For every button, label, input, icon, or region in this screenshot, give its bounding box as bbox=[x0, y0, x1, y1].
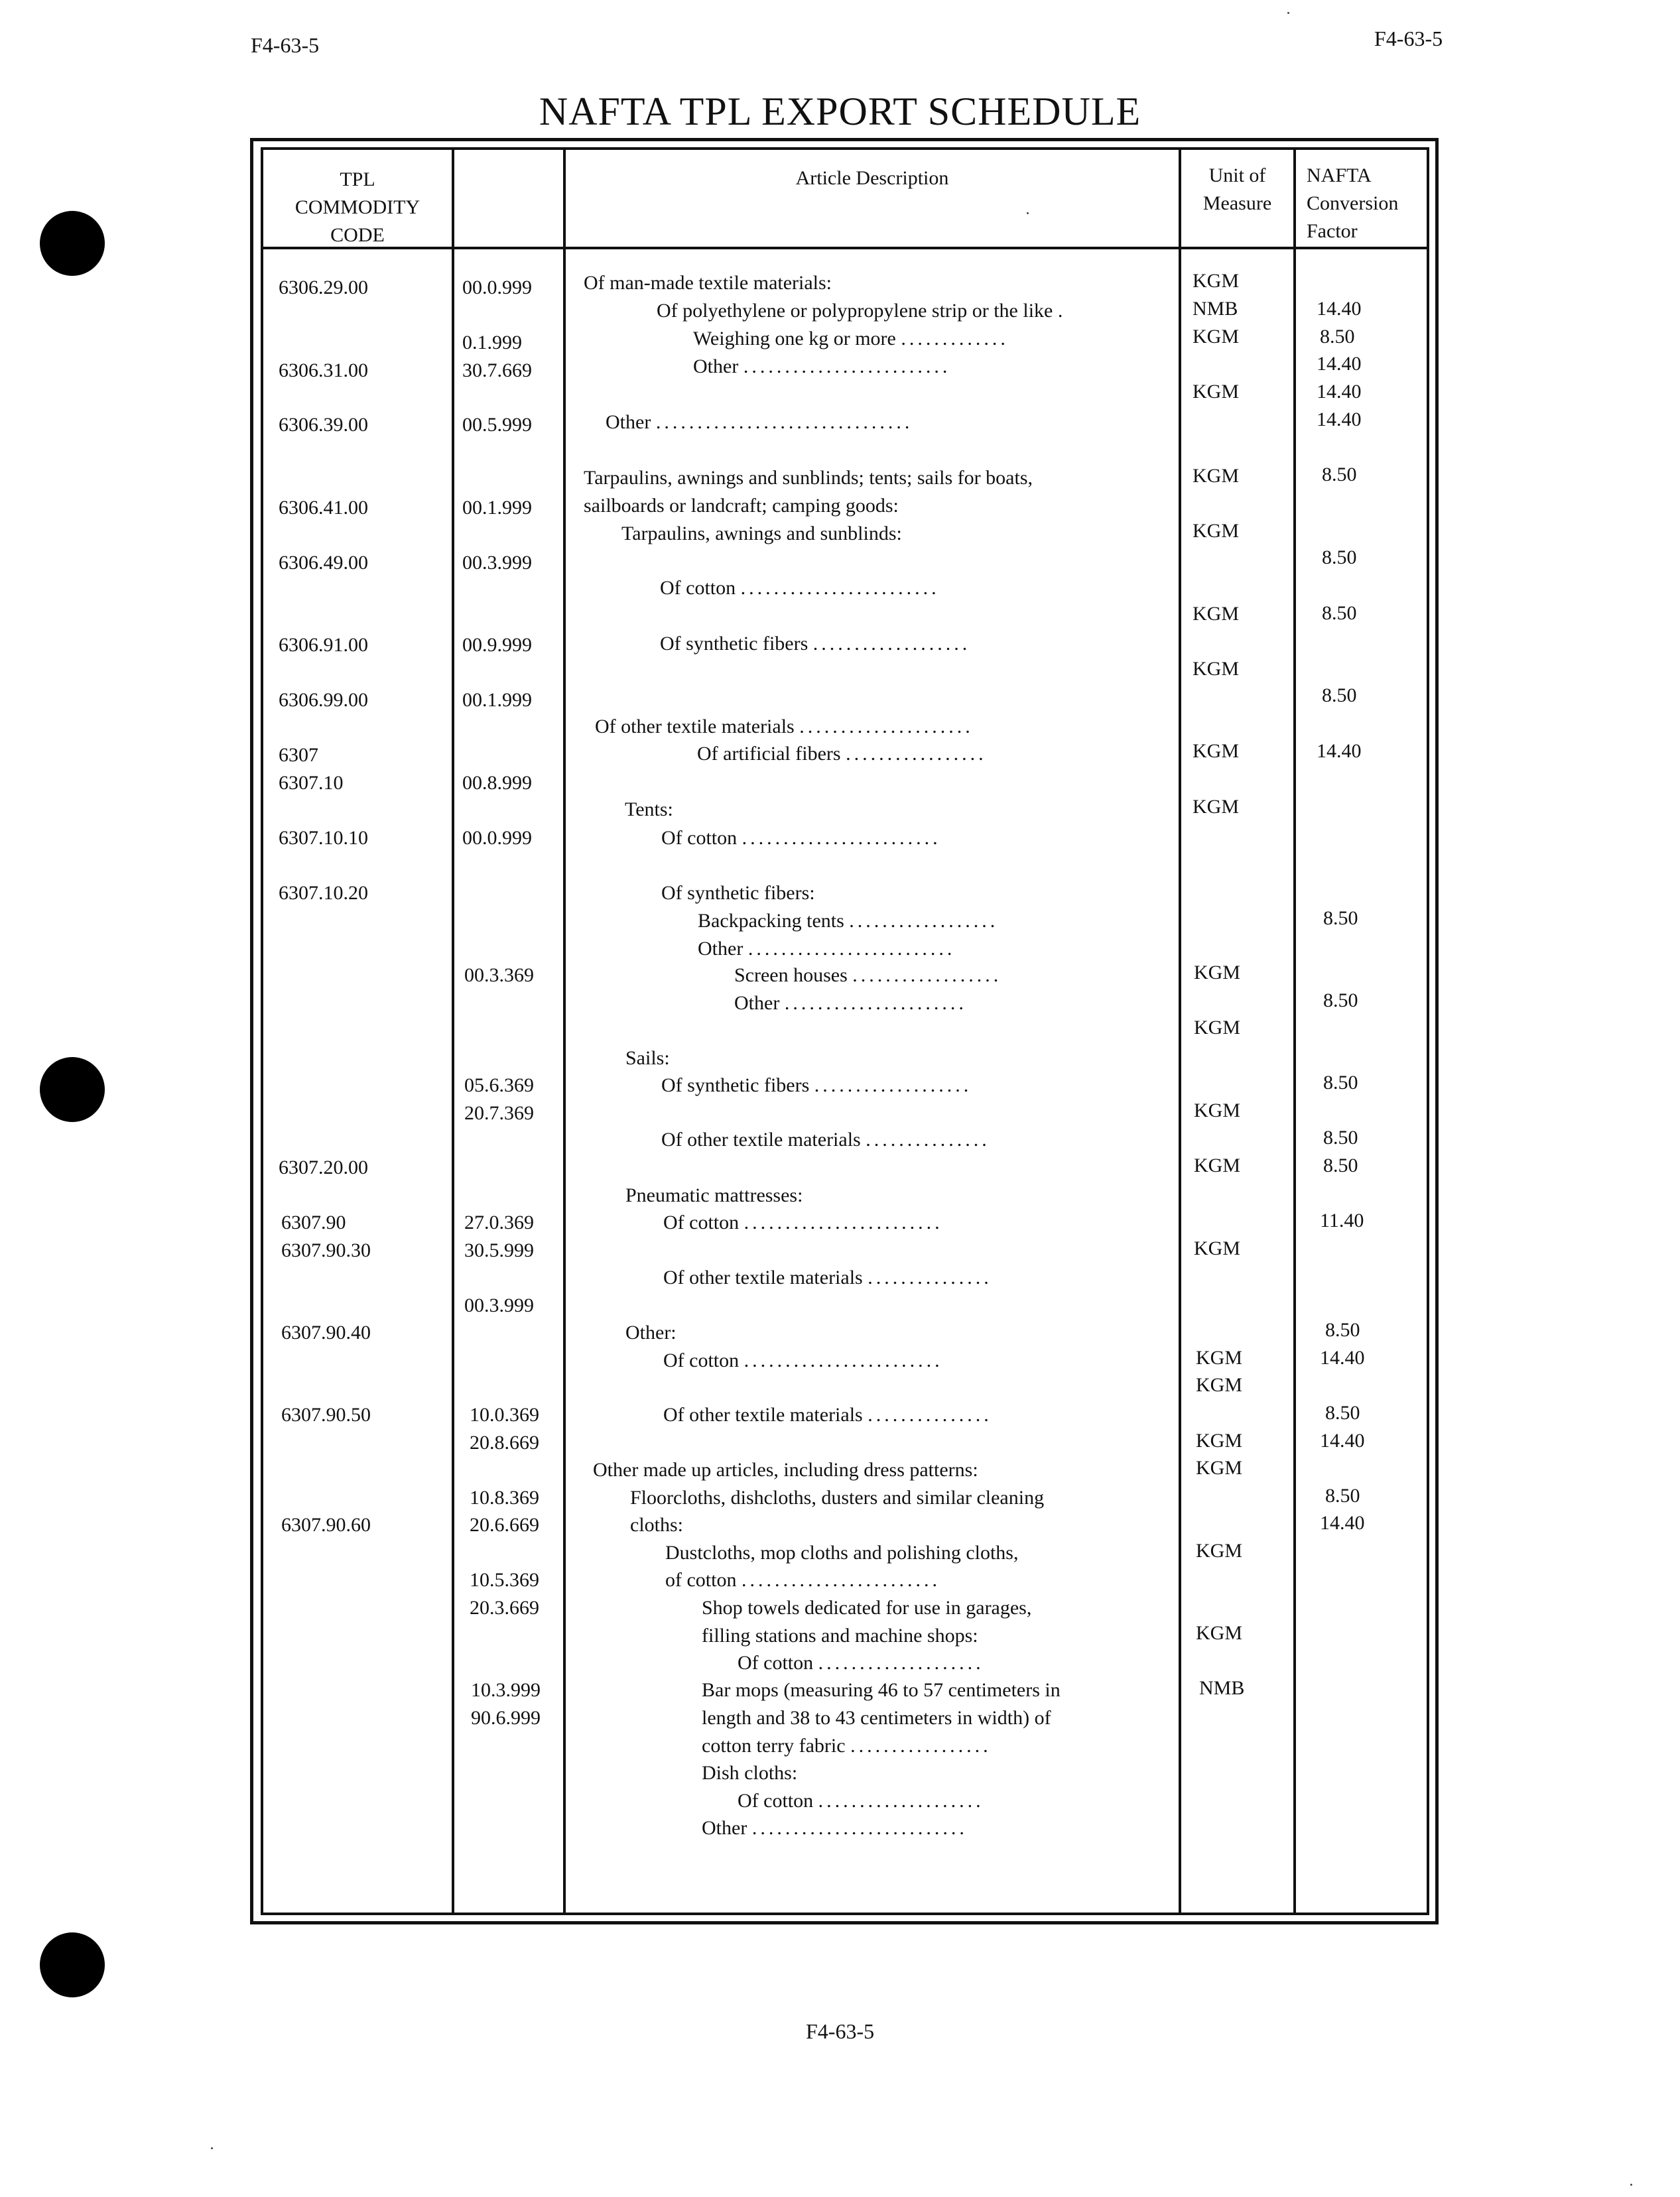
unit-of-measure: KGM bbox=[1196, 1430, 1243, 1452]
conversion-factor: 14.40 bbox=[1317, 740, 1362, 762]
description-text: Of synthetic fibers: bbox=[661, 882, 815, 904]
description-line bbox=[702, 1704, 1051, 1732]
description-line bbox=[702, 1732, 992, 1760]
commodity-code: 6307.10.10 bbox=[279, 827, 368, 849]
conversion-factor: 8.50 bbox=[1322, 546, 1357, 568]
unit-of-measure: KGM bbox=[1193, 326, 1240, 347]
leader-dots: ............................... bbox=[655, 411, 913, 433]
description-line bbox=[738, 1649, 984, 1677]
description-line bbox=[584, 269, 832, 297]
sub-code: 00.0.999 bbox=[462, 277, 532, 298]
unit-of-measure: KGM bbox=[1193, 520, 1240, 542]
sub-code: 00.3.369 bbox=[464, 964, 534, 986]
description-text: Tents: bbox=[625, 798, 673, 820]
description-line bbox=[734, 989, 967, 1017]
description-line bbox=[595, 713, 974, 741]
column-header-code-line: TPL bbox=[340, 168, 375, 190]
description-text: Other bbox=[606, 411, 651, 433]
description-text: Screen houses bbox=[734, 964, 848, 986]
leader-dots: ................. bbox=[850, 1735, 992, 1757]
description-text: Other bbox=[698, 938, 743, 960]
commodity-code: 6306.99.00 bbox=[279, 689, 368, 711]
sub-code: 10.8.369 bbox=[470, 1487, 539, 1509]
commodity-code: 6307.90.40 bbox=[281, 1322, 371, 1344]
unit-of-measure: KGM bbox=[1194, 1237, 1241, 1259]
description-text: Of cotton bbox=[663, 1350, 740, 1371]
leader-dots: ........................ bbox=[740, 577, 940, 599]
unit-of-measure: KGM bbox=[1196, 1374, 1243, 1396]
description-line bbox=[625, 1044, 670, 1072]
description-line bbox=[625, 796, 673, 824]
header-right-code: F4-63-5 bbox=[1374, 27, 1443, 50]
description-text: Of other textile materials bbox=[663, 1267, 863, 1288]
conversion-factor: 8.50 bbox=[1323, 989, 1358, 1011]
description-line bbox=[661, 1126, 990, 1154]
description-text: Other: bbox=[625, 1322, 677, 1344]
leader-dots: .......................... bbox=[751, 1817, 968, 1839]
commodity-code: 6307.20.00 bbox=[279, 1157, 368, 1178]
scan-speck bbox=[1287, 12, 1289, 14]
description-line bbox=[698, 935, 955, 963]
leader-dots: ......................... bbox=[743, 355, 951, 377]
column-header-unit-line: Measure bbox=[1202, 192, 1272, 214]
column-header-factor-line: NAFTA bbox=[1307, 164, 1372, 186]
scan-speck bbox=[211, 2147, 213, 2149]
footer-page-code: F4-63-5 bbox=[806, 2019, 875, 2043]
sub-code: 00.0.999 bbox=[462, 827, 532, 849]
description-line bbox=[693, 325, 1009, 353]
description-line bbox=[625, 1319, 677, 1347]
conversion-factor: 8.50 bbox=[1323, 907, 1358, 929]
column-header-code-line: CODE bbox=[330, 224, 385, 246]
conversion-factor: 8.50 bbox=[1323, 1127, 1358, 1149]
leader-dots: ............. bbox=[901, 328, 1009, 349]
unit-of-measure: KGM bbox=[1196, 1347, 1243, 1369]
sub-code: 00.8.999 bbox=[462, 772, 532, 794]
description-text: Floorcloths, dishcloths, dusters and similar cleaning bbox=[630, 1487, 1045, 1509]
commodity-code: 6307.10.20 bbox=[279, 882, 368, 904]
leader-dots: ........................ bbox=[741, 1569, 940, 1591]
unit-of-measure: KGM bbox=[1194, 1155, 1241, 1176]
leader-dots: ..................... bbox=[799, 716, 974, 737]
conversion-factor: 14.40 bbox=[1317, 353, 1362, 375]
conversion-factor: 14.40 bbox=[1320, 1512, 1365, 1534]
sub-code: 90.6.999 bbox=[471, 1707, 541, 1729]
description-text: Pneumatic mattresses: bbox=[625, 1184, 803, 1206]
description-text: Of cotton bbox=[660, 577, 736, 599]
conversion-factor: 14.40 bbox=[1320, 1430, 1365, 1452]
sub-code: 0.1.999 bbox=[462, 332, 522, 353]
description-line bbox=[663, 1347, 943, 1375]
description-line bbox=[657, 297, 1063, 325]
sub-code: 10.3.999 bbox=[471, 1679, 541, 1701]
sub-code: 05.6.369 bbox=[464, 1074, 534, 1096]
binder-hole-top bbox=[40, 211, 105, 276]
leader-dots: ................... bbox=[812, 633, 971, 655]
unit-of-measure: KGM bbox=[1193, 658, 1240, 680]
description-text: Tarpaulins, awnings and sunblinds: bbox=[621, 523, 902, 544]
description-text: sailboards or landcraft; camping goods: bbox=[584, 495, 899, 517]
unit-of-measure: NMB bbox=[1193, 298, 1238, 320]
description-text: Other bbox=[734, 992, 780, 1014]
description-line bbox=[606, 408, 913, 436]
leader-dots: .................. bbox=[849, 910, 999, 932]
unit-of-measure: KGM bbox=[1196, 1622, 1243, 1644]
sub-code: 30.7.669 bbox=[462, 359, 532, 381]
conversion-factor: 8.50 bbox=[1320, 326, 1355, 347]
column-header-code bbox=[263, 166, 452, 249]
scan-speck bbox=[1027, 212, 1029, 214]
description-line bbox=[660, 630, 970, 658]
sub-code: 20.8.669 bbox=[470, 1432, 539, 1454]
description-text: Weighing one kg or more bbox=[693, 328, 896, 349]
description-text: Of synthetic fibers bbox=[660, 633, 808, 655]
conversion-factor: 8.50 bbox=[1325, 1402, 1360, 1424]
description-line bbox=[661, 1072, 972, 1099]
sub-code: 20.6.669 bbox=[470, 1514, 539, 1536]
column-divider-factor bbox=[1293, 147, 1296, 1915]
description-line bbox=[625, 1182, 803, 1210]
commodity-code: 6306.91.00 bbox=[279, 634, 368, 656]
conversion-factor: 8.50 bbox=[1322, 602, 1357, 624]
description-text: Shop towels dedicated for use in garages, bbox=[702, 1597, 1032, 1619]
sub-code: 20.7.369 bbox=[464, 1102, 534, 1124]
binder-hole-bottom bbox=[40, 1932, 105, 1997]
unit-of-measure: KGM bbox=[1196, 1457, 1243, 1479]
description-line bbox=[665, 1566, 940, 1594]
description-text: Of cotton bbox=[661, 827, 738, 849]
unit-of-measure: KGM bbox=[1196, 1540, 1243, 1562]
description-line bbox=[702, 1759, 797, 1787]
commodity-code: 6306.29.00 bbox=[279, 277, 368, 298]
leader-dots: ................... bbox=[814, 1074, 972, 1096]
description-text: Tarpaulins, awnings and sunblinds; tents; sails for boats, bbox=[584, 467, 1033, 489]
conversion-factor: 8.50 bbox=[1323, 1155, 1358, 1176]
description-line bbox=[584, 464, 1033, 492]
commodity-code: 6307.90.60 bbox=[281, 1514, 371, 1536]
conversion-factor: 8.50 bbox=[1322, 684, 1357, 706]
description-text: Of polyethylene or polypropylene strip or the like . bbox=[657, 300, 1063, 322]
column-divider-unit bbox=[1179, 147, 1181, 1915]
unit-of-measure: KGM bbox=[1193, 603, 1240, 625]
description-line bbox=[630, 1484, 1044, 1512]
description-line bbox=[702, 1622, 978, 1650]
commodity-code: 6306.39.00 bbox=[279, 414, 368, 436]
description-text: Backpacking tents bbox=[698, 910, 844, 932]
description-text: Bar mops (measuring 46 to 57 centimeters in bbox=[702, 1679, 1061, 1701]
leader-dots: ......................... bbox=[747, 938, 956, 960]
unit-of-measure: KGM bbox=[1193, 270, 1240, 292]
description-line bbox=[663, 1401, 992, 1429]
conversion-factor: 14.40 bbox=[1317, 408, 1362, 430]
column-header-description: Article Description bbox=[795, 167, 949, 189]
conversion-factor: 8.50 bbox=[1323, 1072, 1358, 1094]
column-header-factor-line: Conversion bbox=[1307, 192, 1399, 214]
description-line bbox=[621, 520, 902, 548]
description-text: Of other textile materials bbox=[595, 716, 795, 737]
sub-code: 00.3.999 bbox=[464, 1294, 534, 1316]
sub-code: 00.1.999 bbox=[462, 497, 532, 519]
sub-code: 20.3.669 bbox=[470, 1597, 539, 1619]
unit-of-measure: KGM bbox=[1194, 1017, 1241, 1038]
description-line bbox=[584, 492, 899, 520]
description-text: Dish cloths: bbox=[702, 1762, 798, 1784]
description-text: filling stations and machine shops: bbox=[702, 1625, 978, 1647]
column-header-unit-line: Unit of bbox=[1208, 164, 1266, 186]
description-text: Sails: bbox=[625, 1047, 670, 1069]
description-text: Other made up articles, including dress patterns: bbox=[593, 1459, 978, 1481]
description-line bbox=[661, 879, 815, 907]
page-title: NAFTA TPL EXPORT SCHEDULE bbox=[539, 90, 1141, 133]
description-text: Of artificial fibers bbox=[697, 743, 841, 765]
conversion-factor: 8.50 bbox=[1325, 1319, 1360, 1341]
commodity-code: 6307.10 bbox=[279, 772, 344, 794]
column-header-unit bbox=[1181, 162, 1293, 218]
commodity-code: 6306.41.00 bbox=[279, 497, 368, 519]
sub-code: 30.5.999 bbox=[464, 1239, 534, 1261]
unit-of-measure: KGM bbox=[1193, 381, 1240, 403]
scan-speck bbox=[1630, 2184, 1632, 2186]
description-text: Of other textile materials bbox=[661, 1129, 861, 1151]
leader-dots: ...................... bbox=[784, 992, 967, 1014]
description-text: Other bbox=[702, 1817, 747, 1839]
sub-code: 00.9.999 bbox=[462, 634, 532, 656]
leader-dots: ........................ bbox=[743, 1212, 943, 1233]
sub-code: 00.5.999 bbox=[462, 414, 532, 436]
sub-code: 10.0.369 bbox=[470, 1404, 539, 1426]
leader-dots: ............... bbox=[868, 1267, 992, 1288]
description-text: cotton terry fabric bbox=[702, 1735, 846, 1757]
leader-dots: ............... bbox=[868, 1404, 992, 1426]
description-text: Of man-made textile materials: bbox=[584, 272, 832, 294]
description-line bbox=[693, 353, 950, 381]
description-line bbox=[630, 1511, 683, 1539]
commodity-code: 6307.90.50 bbox=[281, 1404, 371, 1426]
unit-of-measure: KGM bbox=[1193, 796, 1240, 818]
sub-code: 00.3.999 bbox=[462, 552, 532, 574]
description-line bbox=[698, 907, 998, 935]
description-line bbox=[697, 740, 987, 768]
description-text: Of cotton bbox=[663, 1212, 740, 1233]
description-line bbox=[661, 824, 941, 852]
commodity-code: 6306.31.00 bbox=[279, 359, 368, 381]
description-line bbox=[734, 962, 1002, 989]
description-line bbox=[702, 1676, 1061, 1704]
unit-of-measure: KGM bbox=[1194, 1099, 1241, 1121]
leader-dots: ........................ bbox=[742, 827, 941, 849]
conversion-factor: 14.40 bbox=[1320, 1347, 1365, 1369]
description-text: Of cotton bbox=[738, 1790, 814, 1812]
conversion-factor: 11.40 bbox=[1320, 1210, 1364, 1231]
sub-code: 10.5.369 bbox=[470, 1569, 539, 1591]
description-line bbox=[663, 1264, 992, 1292]
binder-hole-middle bbox=[40, 1057, 105, 1122]
description-text: Of synthetic fibers bbox=[661, 1074, 810, 1096]
description-text: Of cotton bbox=[738, 1652, 814, 1674]
description-text: Of other textile materials bbox=[663, 1404, 863, 1426]
commodity-code: 6307.90.30 bbox=[281, 1239, 371, 1261]
description-text: of cotton bbox=[665, 1569, 737, 1591]
description-line bbox=[660, 574, 940, 602]
header-left-code: F4-63-5 bbox=[251, 33, 320, 57]
description-line bbox=[738, 1787, 984, 1815]
conversion-factor: 8.50 bbox=[1325, 1485, 1360, 1507]
commodity-code: 6306.49.00 bbox=[279, 552, 368, 574]
description-line bbox=[665, 1539, 1019, 1567]
column-header-code-line: COMMODITY bbox=[294, 196, 420, 218]
description-line bbox=[593, 1456, 978, 1484]
unit-of-measure: KGM bbox=[1193, 740, 1240, 762]
description-text: length and 38 to 43 centimeters in width) of bbox=[702, 1707, 1051, 1729]
column-header-factor-line: Factor bbox=[1307, 220, 1358, 242]
unit-of-measure: NMB bbox=[1199, 1677, 1245, 1699]
unit-of-measure: KGM bbox=[1193, 465, 1240, 487]
sub-code: 00.1.999 bbox=[462, 689, 532, 711]
commodity-code: 6307 bbox=[279, 744, 318, 766]
column-divider-description bbox=[563, 147, 566, 1915]
leader-dots: ................. bbox=[846, 743, 987, 765]
column-header-factor bbox=[1307, 162, 1398, 245]
description-text: Dustcloths, mop cloths and polishing cloths, bbox=[665, 1542, 1019, 1564]
leader-dots: ........................ bbox=[743, 1350, 943, 1371]
leader-dots: .................... bbox=[818, 1652, 984, 1674]
conversion-factor: 8.50 bbox=[1322, 464, 1357, 485]
column-divider-code bbox=[452, 147, 454, 1915]
description-text: Other bbox=[693, 355, 739, 377]
leader-dots: .................. bbox=[852, 964, 1002, 986]
leader-dots: .................... bbox=[818, 1790, 984, 1812]
description-line bbox=[663, 1209, 943, 1237]
description-line bbox=[702, 1814, 968, 1842]
conversion-factor: 14.40 bbox=[1317, 298, 1362, 320]
description-line bbox=[702, 1594, 1031, 1622]
sub-code: 27.0.369 bbox=[464, 1212, 534, 1233]
conversion-factor: 14.40 bbox=[1317, 381, 1362, 403]
description-text: cloths: bbox=[630, 1514, 683, 1536]
commodity-code: 6307.90 bbox=[281, 1212, 346, 1233]
unit-of-measure: KGM bbox=[1194, 962, 1241, 983]
leader-dots: ............... bbox=[866, 1129, 990, 1151]
